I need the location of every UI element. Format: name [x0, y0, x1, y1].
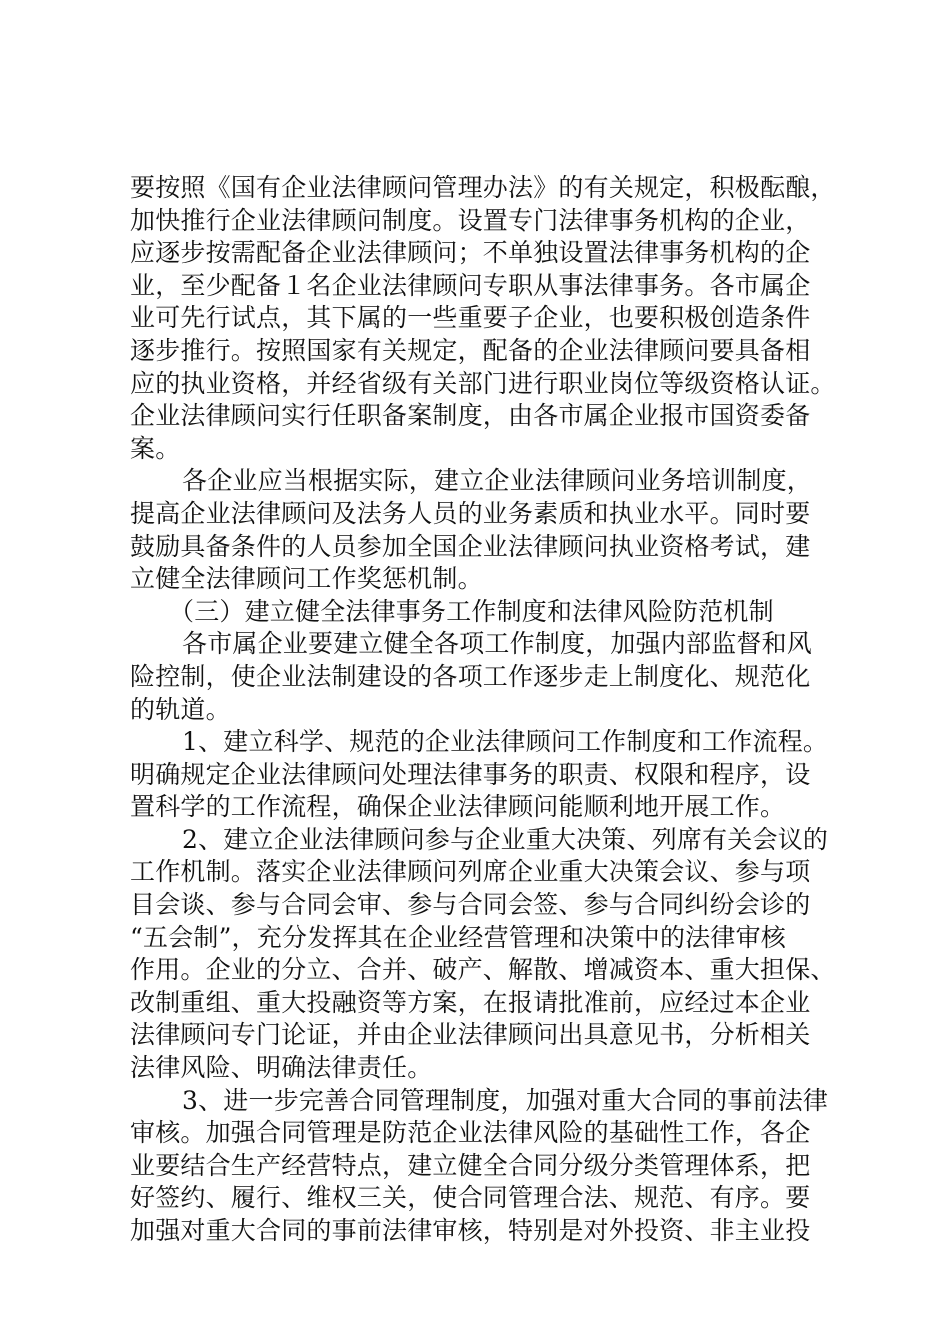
- text-line: 逐步推行。按照国家有关规定，配备的企业法律顾问要具备相: [130, 335, 811, 365]
- text-line: 加强对重大合同的事前法律审核，特别是对外投资、非主业投: [130, 1216, 811, 1245]
- text-line: 企业法律顾问实行任职备案制度，由各市属企业报市国资委备: [130, 401, 811, 431]
- paragraph-first-line: 2、建立企业法律顾问参与企业重大决策、列席有关会议的: [182, 824, 829, 854]
- text-line: 明确规定企业法律顾问处理法律事务的职责、权限和程序，设: [130, 759, 811, 789]
- text-line: 要按照《国有企业法律顾问管理办法》的有关规定，积极酝酿，: [130, 173, 836, 202]
- section-heading: （三）建立健全法律事务工作制度和法律风险防范机制: [169, 596, 774, 626]
- text-line: 置科学的工作流程，确保企业法律顾问能顺利地开展工作。: [130, 792, 786, 822]
- paragraph-first-line: 1、建立科学、规范的企业法律顾问工作制度和工作流程。: [182, 727, 829, 757]
- text-line: 审核。加强合同管理是防范企业法律风险的基础性工作，各企: [130, 1118, 811, 1148]
- text-line: 应的执业资格，并经省级有关部门进行职业岗位等级资格认证。: [130, 368, 836, 398]
- document-body: [130, 172, 836, 1248]
- text-line: 目会谈、参与合同会审、参与合同会签、参与合同纠纷会诊的: [130, 890, 811, 920]
- text-line: 加快推行企业法律顾问制度。设置专门法律事务机构的企业，: [130, 205, 811, 235]
- text-line: 法律风险、明确法律责任。: [130, 1053, 433, 1083]
- paragraph-first-line: 3、进一步完善合同管理制度，加强对重大合同的事前法律: [182, 1085, 829, 1115]
- text-line: 的轨道。: [130, 694, 231, 724]
- text-line: 作用。企业的分立、合并、破产、解散、增减资本、重大担保、: [130, 955, 836, 985]
- text-line: 业可先行试点，其下属的一些重要子企业，也要积极创造条件: [130, 303, 811, 333]
- text-line: 案。: [130, 433, 181, 463]
- text-line: 工作机制。落实企业法律顾问列席企业重大决策会议、参与项: [130, 857, 811, 887]
- text-line: 好签约、履行、维权三关，使合同管理合法、规范、有序。要: [130, 1183, 811, 1213]
- paragraph-first-line: 各市属企业要建立健全各项工作制度，加强内部监督和风: [182, 629, 813, 659]
- text-line: 业要结合生产经营特点，建立健全合同分级分类管理体系，把: [130, 1150, 811, 1180]
- text-line: 业，至少配备１名企业法律顾问专职从事法律事务。各市属企: [130, 270, 811, 300]
- text-line: 改制重组、重大投融资等方案，在报请批准前，应经过本企业: [130, 987, 811, 1017]
- text-line: “五会制”，充分发挥其在企业经营管理和决策中的法律审核: [130, 922, 786, 952]
- text-line: 立健全法律顾问工作奖惩机制。: [130, 564, 483, 594]
- text-line: 法律顾问专门论证，并由企业法律顾问出具意见书，分析相关: [130, 1020, 811, 1050]
- text-line: 险控制，使企业法制建设的各项工作逐步走上制度化、规范化: [130, 661, 811, 691]
- text-line: 鼓励具备条件的人员参加全国企业法律顾问执业资格考试，建: [130, 531, 811, 561]
- text-line: 提高企业法律顾问及法务人员的业务素质和执业水平。同时要: [130, 498, 811, 528]
- paragraph-first-line: 各企业应当根据实际，建立企业法律顾问业务培训制度，: [182, 466, 813, 496]
- text-line: 应逐步按需配备企业法律顾问；不单独设置法律事务机构的企: [130, 238, 811, 268]
